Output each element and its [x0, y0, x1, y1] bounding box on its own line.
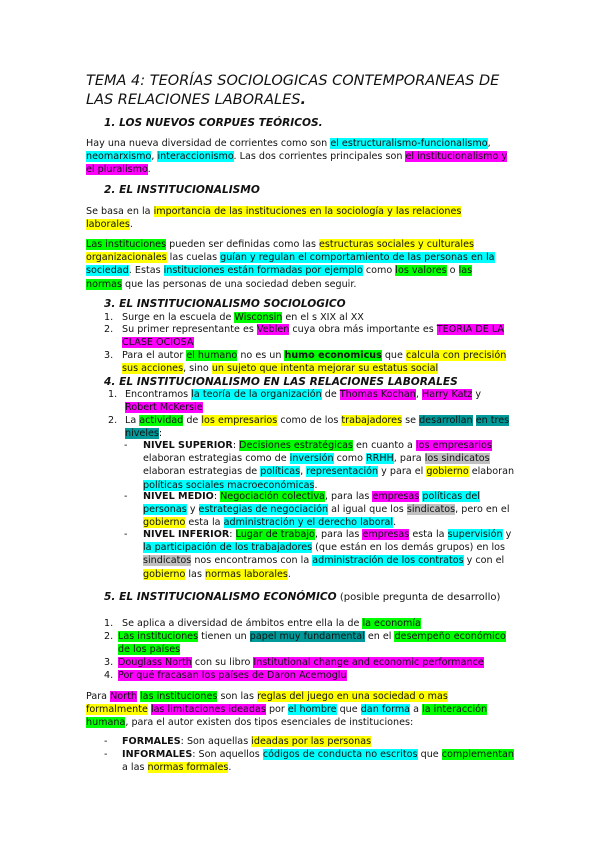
list-number: 1. — [108, 389, 118, 400]
list-number: 3. — [104, 350, 114, 361]
bullet-dash: - — [124, 529, 128, 540]
document-title — [86, 72, 526, 110]
level-superior: NIVEL SUPERIOR: Decisiones estratégicas en cuanto a los empresarios elaboran estrategias como de inversión como RRHH, para los sindicatos elaboran estrategias de políticas, representación y para el gobierno elaboran políticas sociales macroeconómicas. — [143, 440, 515, 491]
section-3-heading: 3. EL INSTITUCIONALISMO SOCIOLOGICO — [104, 298, 346, 310]
type-informales: INFORMALES: Son aquellos códigos de conducta no escritos que complementan a las normas formales. — [122, 749, 514, 774]
bullet-dash: - — [124, 491, 128, 502]
section-5-heading: 5. EL INSTITUCIONALISMO ECONÓMICO (posible pregunta de desarrollo) — [104, 591, 501, 603]
list-item: Su primer representante es Veblen cuya obra más importante es TEORIA DE LA CLASE OCIOSA — [122, 324, 504, 349]
level-medio: NIVEL MEDIO: Negociación colectiva, para las empresas políticas del personas y estrategias de negociación al igual que los sindicatos, pero en el gobierno esta la administración y el derecho laboral. — [143, 491, 510, 529]
title-text: TEMA 4: TEORÍAS SOCIOLOGICAS CONTEMPORANEAS DE LAS RELACIONES LABORALES — [86, 73, 500, 108]
list-item: Douglass North con su libro Institutional change and economic performance — [118, 657, 484, 668]
list-item: Las instituciones tienen un papel muy fundamental en el desempeño económico de los países — [118, 631, 506, 656]
list-number: 1. — [104, 312, 114, 323]
section-4-heading: 4. EL INSTITUCIONALISMO EN LAS RELACIONES LABORALES — [104, 376, 458, 388]
section-1-paragraph: Hay una nueva diversidad de corrientes como son el estructuralismo-funcionalismo, neomarxismo, interaccionismo. Las dos corrientes principales son el institucionalismo y el pluralismo. — [86, 138, 508, 176]
list-number: 2. — [104, 631, 114, 642]
list-item: La actividad de los empresarios como de los trabajadores se desarrollan en tres niveles: — [125, 415, 510, 440]
list-item: Se aplica a diversidad de ámbitos entre ella la de la economía — [122, 618, 421, 629]
list-item: Para el autor el humano no es un humo economicus que calcula con precisión sus acciones, sino un sujeto que intenta mejorar su estatus social — [122, 350, 507, 375]
type-formales: FORMALES: Son aquellas ideadas por las personas — [122, 736, 372, 747]
section-2-heading: 2. EL INSTITUCIONALISMO — [104, 184, 260, 196]
list-number: 2. — [104, 324, 114, 335]
level-inferior: NIVEL INFERIOR: Lugar de trabajo, para las empresas esta la supervisión y la participación de los trabajadores (que están en los demás grupos) en los sindicatos nos encontramos con la administración de los contratos y con el gobierno las normas laborales. — [143, 529, 512, 580]
list-item: Surge en la escuela de Wisconsin en el s XIX al XX — [122, 312, 364, 323]
list-number: 1. — [104, 618, 114, 629]
section-5-paragraph: Para North las instituciones son las reglas del juego en una sociedad o mas formalmente las limitaciones ideadas por el hombre que dan forma a la interacción humana, para el autor existen dos tipos esenciales de instituciones: — [86, 691, 488, 729]
list-number: 2. — [108, 415, 118, 426]
bullet-dash: - — [104, 736, 108, 747]
bullet-dash: - — [124, 440, 128, 451]
list-item: Por qué fracasan los países de Daron Acemoglu — [118, 670, 347, 681]
bullet-dash: - — [104, 749, 108, 760]
title-end: . — [300, 92, 306, 108]
section-1-heading: 1. LOS NUEVOS CORPUES TEÓRICOS. — [104, 117, 323, 129]
list-number: 3. — [104, 657, 114, 668]
list-number: 4. — [104, 670, 114, 681]
section-2-paragraph-1: Se basa en la importancia de las instituciones en la sociología y las relaciones laborales. — [86, 206, 462, 231]
list-item: Encontramos la teoría de la organización de Thomas Kochan, Harry Katz y Robert McKersie — [125, 389, 482, 414]
section-2-paragraph-2: Las instituciones pueden ser definidas como las estructuras sociales y culturales organizacionales las cuelas guían y regulan el comportamiento de las personas en la sociedad. Estas instituciones están formadas por ejemplo como los valores o las normas que las personas de una sociedad deben seguir. — [86, 239, 495, 290]
